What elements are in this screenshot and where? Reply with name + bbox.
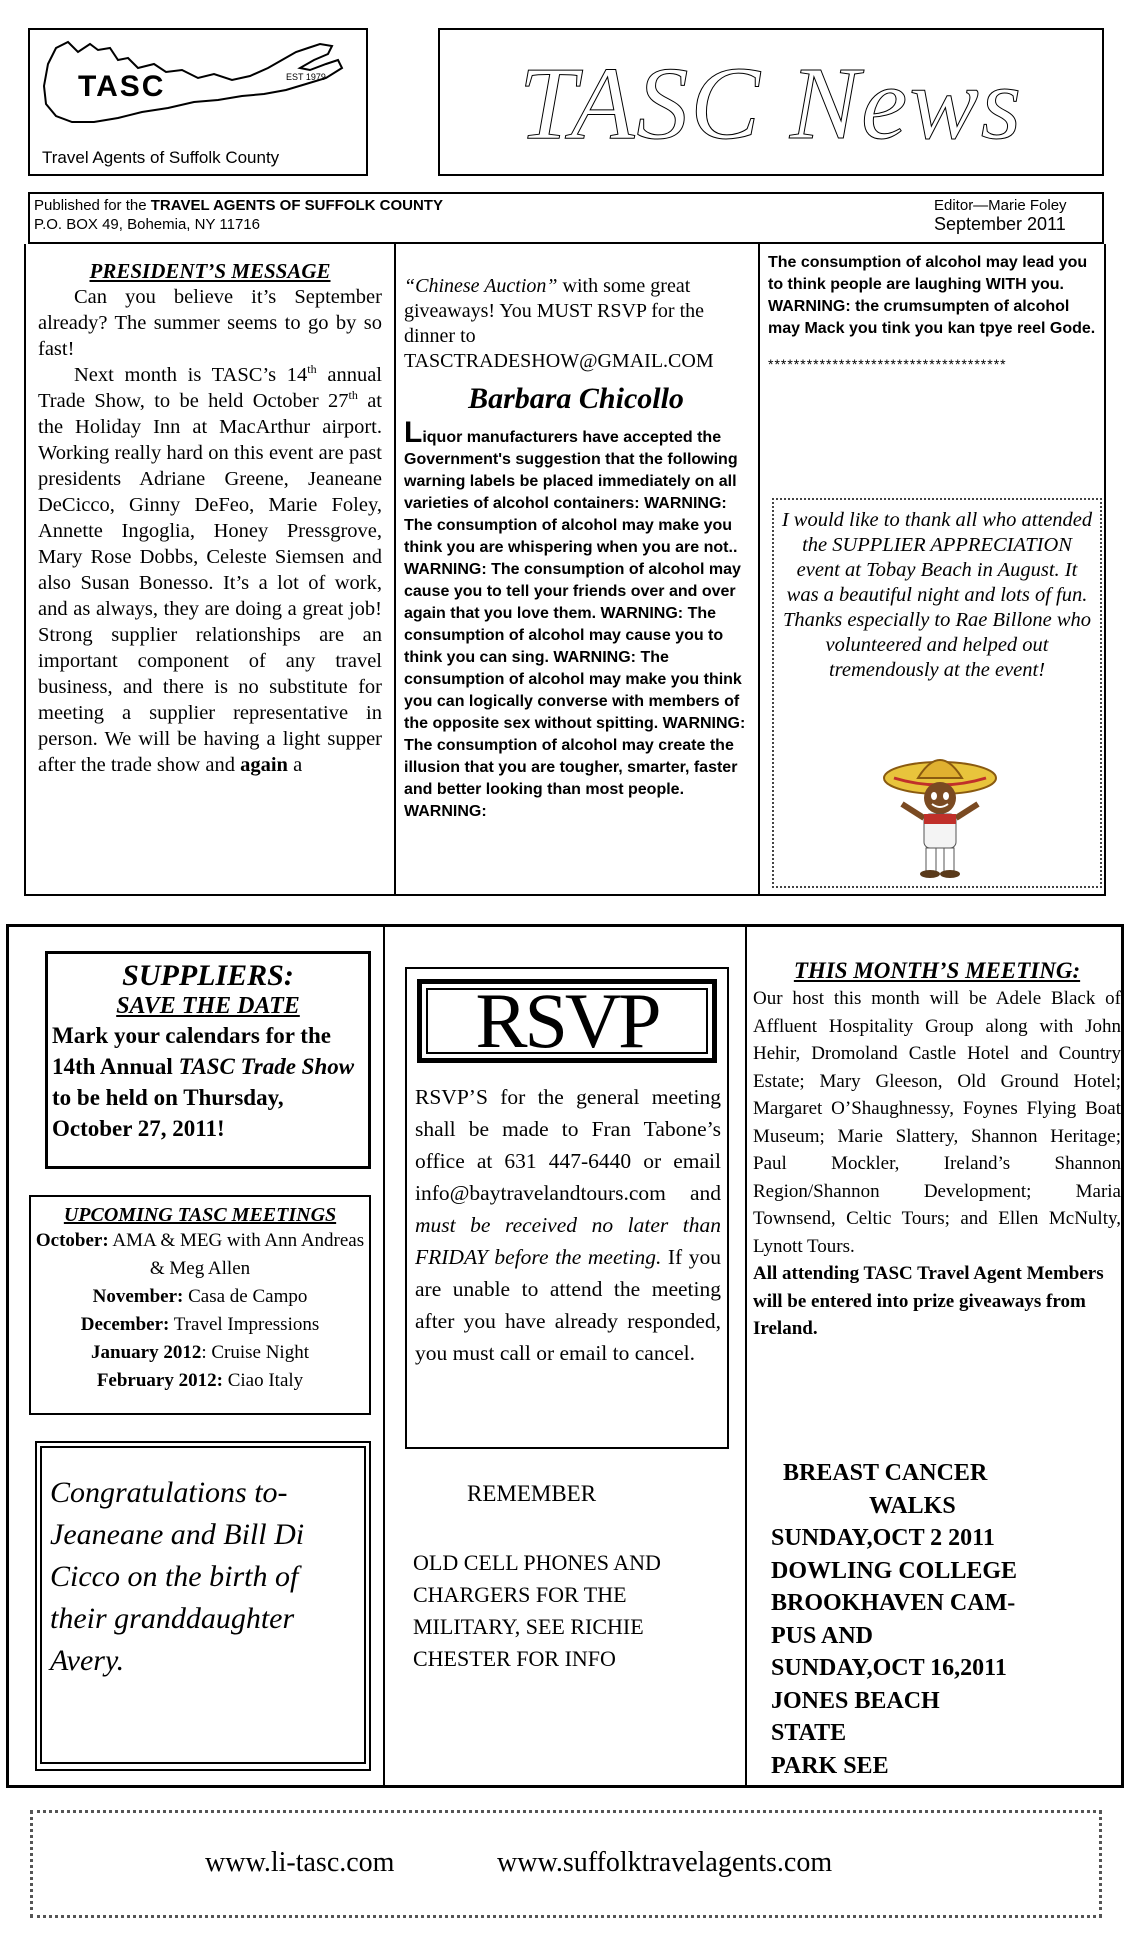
walk-line: BREAST CANCER (783, 1460, 988, 1486)
meeting-item (31, 1311, 369, 1339)
walk-line: PUS AND (771, 1622, 874, 1649)
walk-line: DOWLING COLLEGE (771, 1557, 1018, 1584)
footer-url-2[interactable]: www.suffolktravelagents.com (497, 1847, 833, 1878)
walk-line: STATE (771, 1720, 847, 1746)
suppliers-box (45, 951, 371, 1169)
text-run: to be held on Thursday, October 27, 2011! (52, 1085, 284, 1141)
footer (30, 1810, 1102, 1918)
meeting-month: November: (92, 1286, 184, 1307)
rsvp-box (405, 967, 729, 1449)
meeting-detail: AMA & MEG with Ann Andreas & Meg Allen (108, 1230, 365, 1279)
text-run: iquor manufacturers have accepted the Government's suggestion that the following warning labels be placed immediately on all varieties of alcohol containers: WARNING: The consumption of alcohol may make you think you are whispering when you are not.. WARNING: The consumption of alcohol may cause you to tell your friends over and over again that you love them. WARNING: The consumption of alcohol may cause you to think you can sing. WARNING: The consumption of alcohol may make you think you can logically converse with members of the opposite sex without spitting. WARNING: The consumption of alcohol may create the illusion that you are tougher, smarter, faster and better looking than most people. WARNING: (404, 429, 746, 820)
column-divider (394, 244, 396, 896)
breast-cancer-walks (771, 1457, 1111, 1782)
text-run: RSVP’S for the general meeting shall be made to Fran Tabone’s office at 631 447-6440 or email info@baytravelandtours.com and (415, 1085, 721, 1205)
text-run: If you are unable to attend the meeting after you have already responded, you must call or email to cancel. (415, 1245, 721, 1365)
thank-you-text: I would like to thank all who attended the SUPPLIER APPRECIATION event at Tobay Beach in August. It was a beautiful night and lots of fun. Thanks especially to Rae Billone who volunteered and helped out tremendously at the event! (781, 509, 1093, 681)
congrats-box (35, 1441, 371, 1771)
walk-line: SUNDAY,OCT 2 2011 (771, 1525, 995, 1551)
italic-run: must be received no later than FRIDAY before the meeting. (415, 1213, 721, 1269)
rsvp-text (415, 1081, 721, 1369)
meeting-month: January 2012 (91, 1342, 202, 1363)
logo-text: TASC (78, 70, 166, 103)
masthead (438, 28, 1104, 176)
editor-name: Editor—Marie Foley (934, 197, 1067, 214)
text-run: a (287, 754, 303, 776)
column-divider (758, 244, 760, 896)
congrats-text: Congratulations to- Jeaneane and Bill Di Cicco on the birth of their granddaughter Avery. (50, 1476, 305, 1677)
thank-you-box (772, 498, 1102, 888)
save-the-date: SAVE THE DATE (116, 993, 300, 1019)
italic-run: TASC Trade Show (178, 1054, 355, 1079)
text-run: annual Trade Show, to be held October 27 (38, 364, 382, 412)
meeting-month: February 2012: (96, 1370, 223, 1391)
remember-heading: REMEMBER (467, 1481, 597, 1506)
president-message (38, 258, 382, 778)
meeting-text: Our host this month will be Adele Black of Affluent Hospitality Group along with John Hehir, Dromoland Castle Hotel and Country Estate; Mary Gleeson, Old Ground Hotel; Margaret O’Shaughnessy, Foynes Flying Boat Museum; Marie Slattery, Shannon Heritage; Paul Mockler, Ireland’s Shannon Region/Shannon Development; Maria Townsend, Celtic Tours; and Ellen McNulty, Lynott Tours. (753, 988, 1121, 1257)
publisher-info (34, 196, 443, 234)
drop-cap: L (404, 416, 423, 449)
right-column (768, 252, 1102, 372)
publication-bar (28, 192, 1104, 244)
president-heading: PRESIDENT’S MESSAGE (89, 259, 331, 283)
meeting-month: December: (80, 1314, 170, 1335)
warning-labels (404, 416, 748, 823)
meeting-month: October: (35, 1230, 109, 1251)
suppliers-heading: SUPPLIERS: (122, 959, 294, 992)
meeting-item (31, 1367, 369, 1395)
bold-run: again (240, 754, 288, 776)
logo-est: EST 1979 (286, 72, 326, 82)
meeting-detail: Casa de Campo (183, 1286, 308, 1307)
publisher-org: TRAVEL AGENTS OF SUFFOLK COUNTY (150, 197, 443, 214)
sombrero-cartoon-icon (880, 748, 1000, 880)
walk-line: WALKS (869, 1492, 956, 1519)
auction-continuation (404, 274, 748, 374)
meetings-heading: UPCOMING TASC MEETINGS (63, 1204, 337, 1226)
this-month-meeting (753, 957, 1121, 1343)
superscript: th (307, 362, 317, 377)
meeting-item (31, 1227, 369, 1283)
meeting-detail: : Cruise Night (201, 1342, 309, 1363)
walk-line: PARK SEE (771, 1752, 889, 1779)
warning-continuation: The consumption of alcohol may lead you to think people are laughing WITH you. WARNING: the crumsumpten of alcohol may Mack you tink you kan tpye reel Gode. (768, 254, 1096, 337)
suppliers-text (52, 1020, 364, 1144)
president-para-1: Can you believe it’s September already? The summer seems to go by so fast! (38, 286, 382, 360)
congrats-inner-border (40, 1446, 366, 1764)
publisher-address: P.O. BOX 49, Bohemia, NY 11716 (34, 216, 260, 233)
column-divider (383, 927, 385, 1785)
column-divider (745, 927, 747, 1785)
publisher-prefix: Published for the (34, 197, 151, 214)
italic-run: “Chinese Auction” (404, 275, 558, 297)
remember-text: OLD CELL PHONES AND CHARGERS FOR THE MILITARY, SEE RICHIE CHESTER FOR INFO (413, 1550, 661, 1671)
rsvp-logo (417, 979, 717, 1063)
logo-box (28, 28, 368, 176)
superscript: th (348, 388, 358, 403)
top-section (24, 244, 1106, 896)
bottom-section (6, 924, 1124, 1788)
middle-column (404, 274, 748, 823)
walk-line: JONES BEACH (771, 1687, 940, 1714)
president-para-2 (38, 362, 382, 778)
meeting-detail: Travel Impressions (169, 1314, 320, 1335)
masthead-title: TASC News (518, 46, 1024, 161)
footer-url-1[interactable]: www.li-tasc.com (205, 1847, 395, 1878)
text-run: Next month is TASC’s 14 (74, 364, 308, 386)
upcoming-meetings-box (29, 1195, 371, 1415)
meeting-item (31, 1283, 369, 1311)
star-divider: ************************************* (768, 356, 1007, 372)
text-run: at the Holiday Inn at MacArthur airport. Working really hard on this event are past presidents Adriane Greene, Jeaneane DeCicco, Ginny DeFeo, Marie Foley, Annette Ingoglia, Honey Pressgrove, Mary Rose Dobbs, Celeste Siemsen and also Susan Bonesso. It’s a lot of work, and as always, they are doing a great job! Strong supplier relationships are an important component of any travel business, and there is no substitute for meeting a supplier representative in person. We will be having a light supper after the trade show and (38, 390, 382, 776)
rsvp-logo-text: RSVP (475, 977, 659, 1064)
walk-line: BROOKHAVEN CAM- (771, 1590, 1016, 1616)
text-run: Mark your calendars for the 14th Annual (52, 1023, 331, 1079)
byline: Barbara Chicollo (468, 382, 684, 415)
editor-info (934, 196, 1067, 235)
logo-tagline: Travel Agents of Suffolk County (42, 148, 280, 167)
meeting-heading: THIS MONTH’S MEETING: (793, 958, 1081, 983)
walk-line: SUNDAY,OCT 16,2011 (771, 1655, 1007, 1681)
text-run: with some great giveaways! You MUST RSVP for the dinner to TASCTRADESHOW@GMAIL.COM (404, 275, 714, 372)
issue-date: September 2011 (934, 214, 1066, 234)
meeting-prize-text: All attending TASC Travel Agent Members will be entered into prize giveaways from Ireland. (753, 1263, 1104, 1339)
meeting-detail: Ciao Italy (222, 1370, 304, 1391)
meeting-item (31, 1339, 369, 1367)
meetings-list (31, 1227, 369, 1395)
